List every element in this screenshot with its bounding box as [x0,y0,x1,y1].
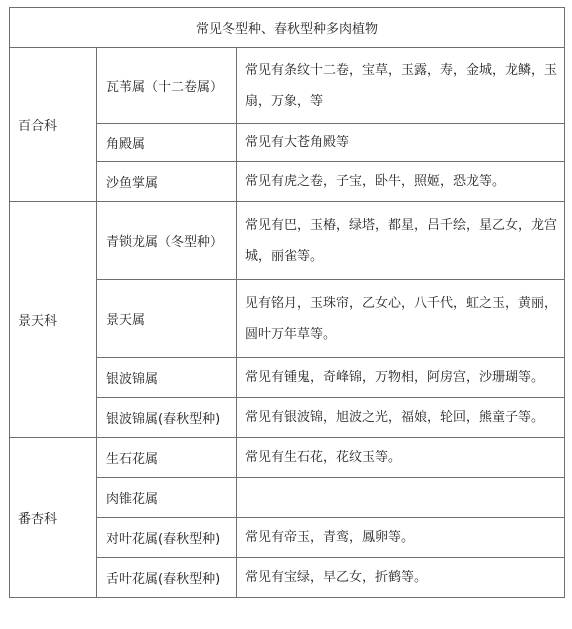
family-cell: 百合科 [10,48,97,202]
species-cell: 常见有条纹十二卷，宝草，玉露，寿，金城，龙鳞，玉扇，万象，等 [237,48,565,124]
species-cell: 常见有帝玉，青鸾，鳳卵等。 [237,518,565,558]
family-cell: 番杏科 [10,438,97,598]
table-row [10,438,565,478]
table-row [10,48,565,124]
genus-cell: 肉锥花属 [97,478,237,518]
species-cell: 常见有银波锦，旭波之光，福娘，轮回，熊童子等。 [237,398,565,438]
genus-cell: 银波锦属(春秋型种) [97,398,237,438]
table-row [10,202,565,280]
genus-cell: 银波锦属 [97,358,237,398]
succulent-table [9,7,565,598]
species-cell: 常见有锺鬼，奇峰锦，万物相，阿房宫，沙珊瑚等。 [237,358,565,398]
genus-cell: 舌叶花属(春秋型种) [97,558,237,598]
species-cell: 常见有大苍角殿等 [237,124,565,162]
family-cell: 景天科 [10,202,97,438]
genus-cell: 青锁龙属（冬型种） [97,202,237,280]
genus-cell: 生石花属 [97,438,237,478]
species-cell: 常见有虎之卷，子宝，卧牛，照姬，恐龙等。 [237,162,565,202]
species-cell [237,478,565,518]
genus-cell: 景天属 [97,280,237,358]
genus-cell: 对叶花属(春秋型种) [97,518,237,558]
genus-cell: 瓦苇属（十二卷属） [97,48,237,124]
species-cell: 常见有巴，玉椿，绿塔，都星，吕千绘，星乙女，龙宫城，丽雀等。 [237,202,565,280]
genus-cell: 角殿属 [97,124,237,162]
species-cell: 见有铭月，玉珠帘，乙女心，八千代，虹之玉，黄丽，圆叶万年草等。 [237,280,565,358]
table-title: 常见冬型种、春秋型种多肉植物 [10,8,565,48]
genus-cell: 沙鱼掌属 [97,162,237,202]
species-cell: 常见有宝绿，早乙女，折鹤等。 [237,558,565,598]
species-cell: 常见有生石花，花纹玉等。 [237,438,565,478]
title-row [10,8,565,48]
